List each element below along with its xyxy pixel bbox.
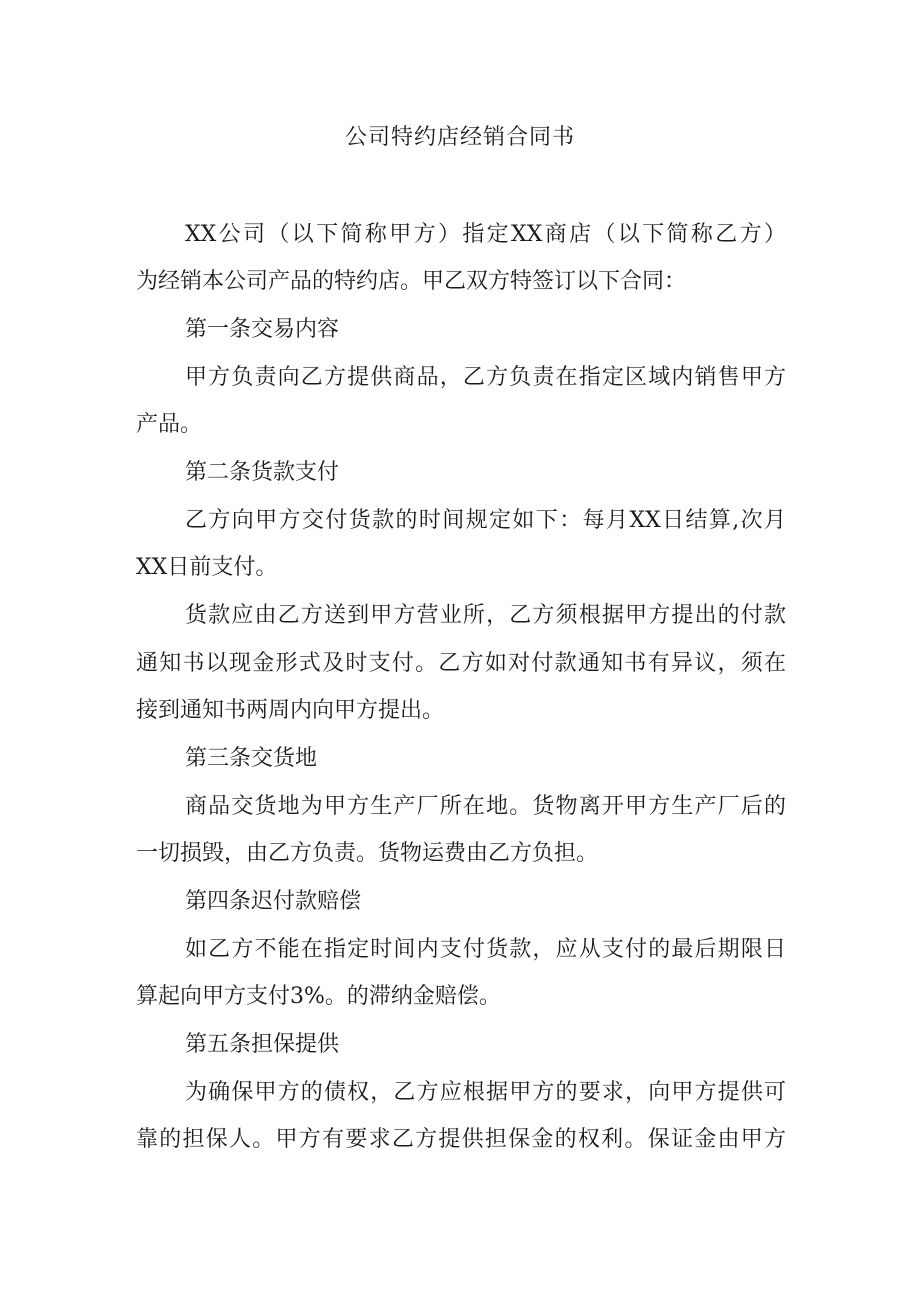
body-line: 为经销本公司产品的特约店。甲乙双方特签订以下合同： xyxy=(136,269,687,294)
body-line: 乙方向甲方交付货款的时间规定如下：每月XX日结算,次月 xyxy=(185,508,786,533)
body-line: 商品交货地为甲方生产厂所在地。货物离开甲方生产厂后的 xyxy=(185,794,786,819)
article-heading: 第三条交货地 xyxy=(185,746,318,771)
article-heading: 第二条货款支付 xyxy=(185,460,340,485)
document-title: 公司特约店经销合同书 xyxy=(344,125,575,150)
body-line: 算起向甲方支付3%。的滞纳金赔偿。 xyxy=(136,984,501,1009)
body-line: 接到通知书两周内向甲方提出。 xyxy=(136,698,445,723)
body-line: 一切损毁，由乙方负责。货物运费由乙方负担。 xyxy=(136,841,599,866)
body-line: 通知书以现金形式及时支付。乙方如对付款通知书有异议，须在 xyxy=(136,651,786,676)
body-line: 如乙方不能在指定时间内支付货款，应从支付的最后期限日 xyxy=(185,937,786,962)
article-heading: 第一条交易内容 xyxy=(185,317,340,342)
body-line: XX日前支付。 xyxy=(136,555,278,580)
article-heading: 第五条担保提供 xyxy=(185,1032,340,1057)
body-line: 靠的担保人。甲方有要求乙方提供担保金的权利。保证金由甲方 xyxy=(136,1127,786,1152)
body-line: 货款应由乙方送到甲方营业所，乙方须根据甲方提出的付款 xyxy=(185,603,786,628)
body-line: XX公司（以下简称甲方）指定XX商店（以下简称乙方） xyxy=(185,222,786,247)
body-line: 甲方负责向乙方提供商品，乙方负责在指定区域内销售甲方 xyxy=(185,365,786,390)
body-line: 为确保甲方的债权，乙方应根据甲方的要求，向甲方提供可 xyxy=(185,1080,786,1105)
body-line: 产品。 xyxy=(136,412,203,437)
article-heading: 第四条迟付款赔偿 xyxy=(185,889,362,914)
